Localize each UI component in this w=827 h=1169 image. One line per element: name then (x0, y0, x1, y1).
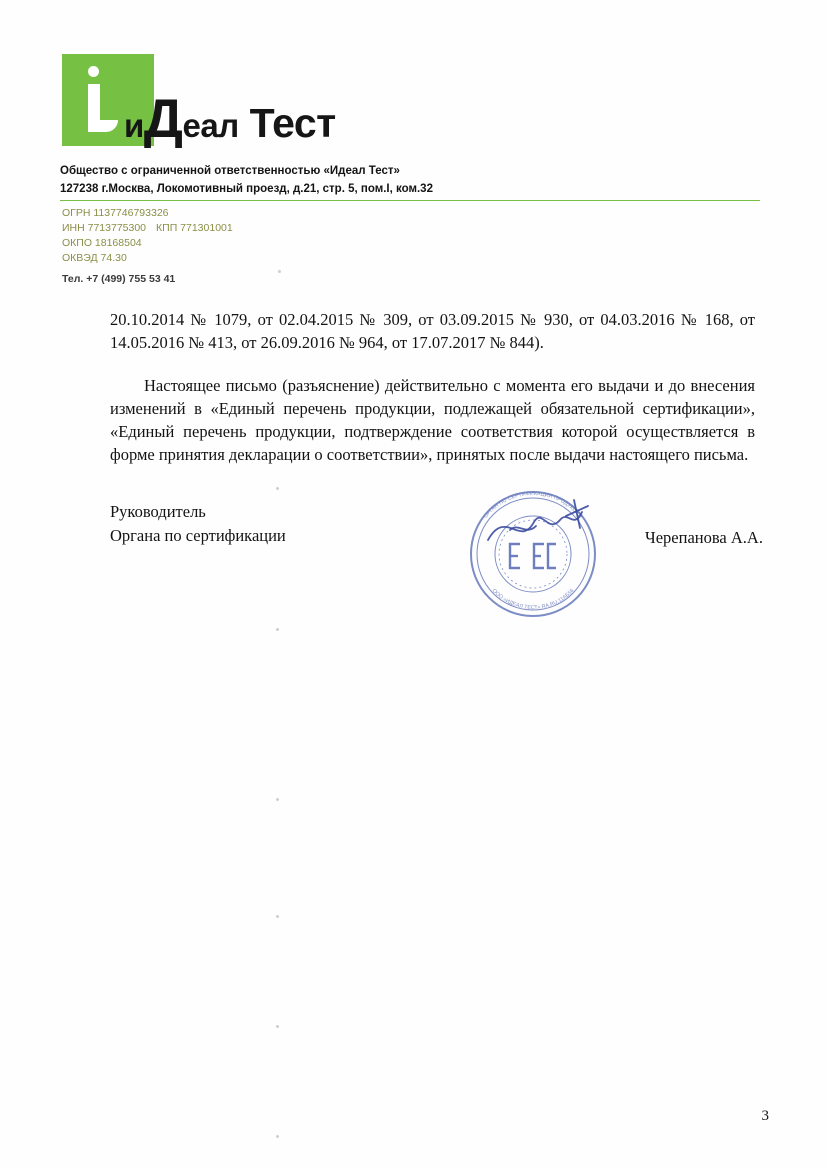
company-registration-details (60, 206, 760, 287)
scan-artifact (276, 628, 279, 631)
logo-i-dot-icon (88, 66, 99, 77)
inn-value: ИНН 7713775300 (62, 222, 147, 234)
company-logo (60, 46, 760, 161)
phone-line: Тел. +7 (499) 755 53 41 (62, 273, 176, 285)
signatory-role (110, 500, 410, 548)
logo-wordmark-test: Тест (249, 100, 336, 146)
scan-artifact (276, 798, 279, 801)
logo-wordmark-d: Д (143, 87, 183, 149)
kpp-value: КПП 771301001 (156, 222, 233, 234)
okved-line: ОКВЭД 74.30 (62, 252, 127, 264)
company-address: 127238 г.Москва, Локомотивный проезд, д.21, стр. 5, пом.I, ком.32 (60, 183, 433, 195)
signatory-role-line-1: Руководитель (110, 502, 206, 521)
logo-wordmark-eal: еал (182, 107, 239, 144)
document-body (110, 308, 755, 486)
svg-text:ООО «ИДЕАЛ ТЕСТ» RA.RU.11АБ56: ООО «ИДЕАЛ ТЕСТ» RA.RU.11АБ56 (490, 587, 576, 612)
scan-artifact (278, 270, 281, 273)
scan-artifact (276, 915, 279, 918)
ogrn-line: ОГРН 1137746793326 (62, 207, 169, 219)
signatory-role-line-2: Органа по сертификации (110, 526, 286, 545)
header-divider (60, 200, 760, 201)
scan-artifact (276, 487, 279, 490)
svg-text:ОРГАН ПО СЕРТИФИКАЦИИ ПРОДУКЦИ: ОРГАН ПО СЕРТИФИКАЦИИ ПРОДУКЦИИ (482, 490, 584, 520)
logo-i-hook-icon (88, 120, 118, 132)
page-number: 3 (761, 1108, 769, 1124)
official-stamp (448, 482, 618, 622)
scan-artifact (276, 1135, 279, 1138)
inn-kpp-line (62, 221, 760, 236)
body-paragraph-1: 20.10.2014 № 1079, от 02.04.2015 № 309, от 03.09.2015 № 930, от 04.03.2016 № 168, от 14.05.2016 № 413, от 26.09.2016 № 964, от 17.07.2017 № 844). (110, 310, 755, 352)
scan-artifact (276, 1025, 279, 1028)
company-name: Общество с ограниченной ответственностью «Идеал Тест» (60, 165, 400, 177)
body-paragraph-2: Настоящее письмо (разъяснение) действительно с момента его выдачи и до внесения изменений в «Единый перечень продукции, подлежащей обязательной сертификации», «Единый перечень продукции, подтверждение соответствия которой осуществляется в форме принятия декларации о соответствии», принятых после выдачи настоящего письма. (110, 376, 755, 464)
signatory-name: Черепанова А.А. (645, 528, 763, 547)
logo-wordmark-i: и (124, 107, 144, 144)
okpo-line: ОКПО 18168504 (62, 237, 142, 249)
letterhead (60, 46, 760, 287)
logo-wordmark (124, 87, 336, 149)
